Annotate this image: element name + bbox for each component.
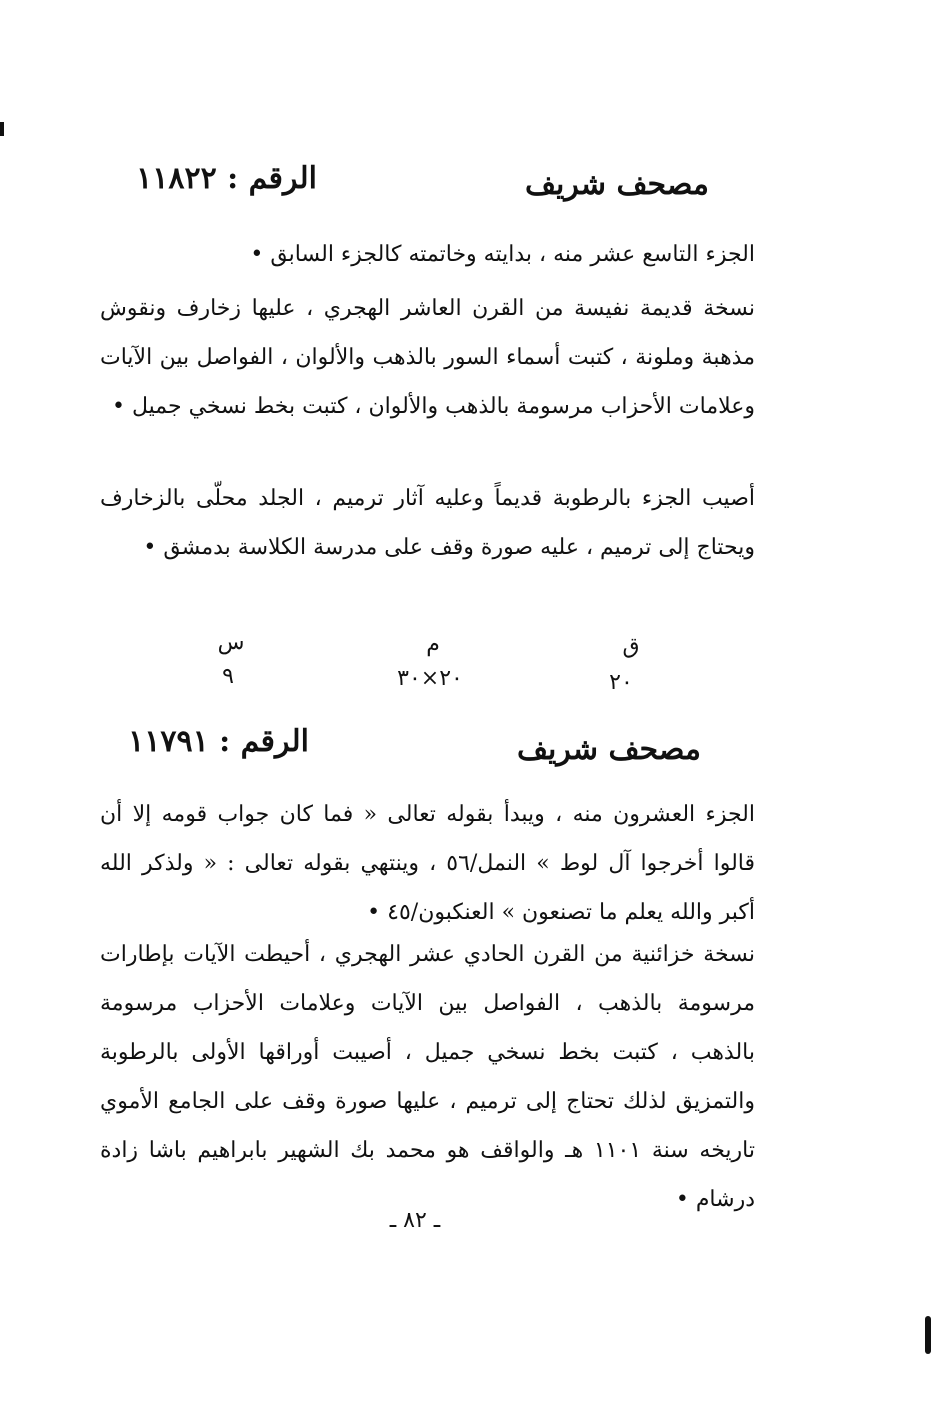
entry1-paragraph-1: الجزء التاسع عشر منه ، بدايته وخاتمته كالجزء السابق • <box>250 242 755 267</box>
entry1-header-s: س <box>217 630 245 655</box>
edge-mark-right <box>925 1316 931 1354</box>
entry1-paragraph-2: نسخة قديمة نفيسة من القرن العاشر الهجري ، عليها زخارف ونقوش مذهبة وملونة ، كتبت أسماء السور بالذهب والألوان ، الفواصل بين الآيات وعلامات الأحزاب مرسومة بالذهب والألوان ، كتبت بخط نسخي جميل • <box>100 296 755 419</box>
entry1-number: الرقم : ١١٨٢٢ <box>136 161 317 196</box>
entry1-value-m: ٢٠×٣٠ <box>397 666 463 691</box>
entry2-paragraph-2: نسخة خزائنية من القرن الحادي عشر الهجري ، أحيطت الآيات بإطارات مرسومة بالذهب ، الفواصل بين الآيات وعلامات الأحزاب مرسومة بالذهب ، كتبت بخط نسخي جميل ، أصيبت أوراقها الأولى بالرطوبة والتمزيق لذلك تحتاج إلى ترميم ، عليها صورة وقف على الجامع الأموي تاريخه سنة ١١٠١ هـ والواقف هو محمد بك الشهير بابراهيم باشا زادة درشام • <box>100 942 755 1212</box>
entry2-paragraph-1: الجزء العشرون منه ، ويبدأ بقوله تعالى « فما كان جواب قومه إلا أن قالوا أخرجوا آل لوط » النمل/٥٦ ، وينتهي بقوله تعالى : « ولذكر الله أكبر والله يعلم ما تصنعون » العنكبون/٤٥ • <box>100 802 755 925</box>
entry2-number: الرقم : ١١٧٩١ <box>128 724 309 759</box>
entry2-title: مصحف شريف <box>516 732 701 767</box>
page-number: ـ ٨٢ ـ <box>389 1208 441 1233</box>
entry1-value-q: ٢٠ <box>609 670 633 695</box>
entry1-header-q: ق <box>622 634 640 659</box>
edge-mark-top-left <box>0 122 4 136</box>
entry1-header-m: م <box>426 632 440 657</box>
entry1-paragraph-3: أصيب الجزء بالرطوبة قديماً وعليه آثار ترميم ، الجلد محلّى بالزخارف ويحتاج إلى ترميم ، عليه صورة وقف على مدرسة الكلاسة بدمشق • <box>100 486 755 560</box>
entry1-title: مصحف شريف <box>524 167 709 202</box>
entry1-value-s: ٩ <box>222 664 234 689</box>
